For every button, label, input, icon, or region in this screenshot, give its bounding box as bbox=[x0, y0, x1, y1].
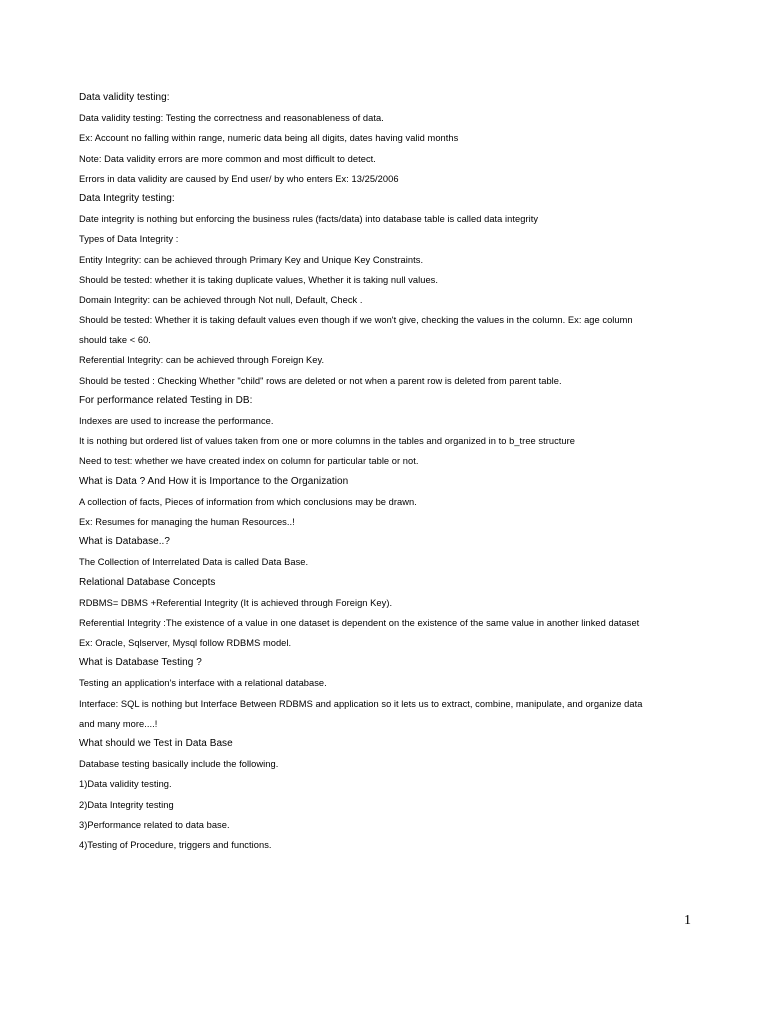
text-line: Date integrity is nothing but enforcing the business rules (facts/data) into database table is called data integrity bbox=[79, 214, 539, 225]
section-heading: For performance related Testing in DB: bbox=[79, 394, 253, 406]
text-line: Indexes are used to increase the performance. bbox=[79, 416, 274, 426]
text-line: RDBMS= DBMS +Referential Integrity (It is achieved through Foreign Key). bbox=[79, 597, 393, 608]
text-line: Data validity testing: Testing the correctness and reasonableness of data. bbox=[79, 113, 384, 124]
section-heading: What should we Test in Data Base bbox=[79, 738, 233, 749]
text-line: Types of Data Integrity : bbox=[79, 234, 179, 245]
text-line: 3)Performance related to data base. bbox=[79, 819, 230, 830]
text-line: Interface: SQL is nothing but Interface Between RDBMS and application so it lets us to extract, combine, manipulate, and organize data bbox=[79, 698, 643, 709]
text-line: Entity Integrity: can be achieved through Primary Key and Unique Key Constraints. bbox=[79, 254, 424, 265]
text-line: 4)Testing of Procedure, triggers and functions. bbox=[79, 839, 272, 850]
text-line: 2)Data Integrity testing bbox=[79, 799, 174, 810]
document-body bbox=[79, 88, 719, 855]
text-line: Should be tested: whether it is taking duplicate values, Whether it is taking null values. bbox=[79, 274, 439, 285]
text-line: A collection of facts, Pieces of information from which conclusions may be drawn. bbox=[79, 496, 417, 507]
section-heading: What is Data ? And How it is Importance to the Organization bbox=[79, 475, 349, 487]
text-line: Testing an application's interface with a relational database. bbox=[79, 678, 327, 689]
text-line: Should be tested : Checking Whether "child" rows are deleted or not when a parent row is deleted from parent table. bbox=[79, 375, 562, 386]
text-line: and many more....! bbox=[79, 718, 158, 729]
section-heading: Relational Database Concepts bbox=[79, 576, 216, 588]
text-line: The Collection of Interrelated Data is called Data Base. bbox=[79, 557, 309, 568]
text-line: 1)Data validity testing. bbox=[79, 779, 172, 790]
section-heading: Data validity testing: bbox=[79, 92, 170, 103]
section-heading: What is Database Testing ? bbox=[79, 657, 202, 669]
text-line: Ex: Resumes for managing the human Resources..! bbox=[79, 516, 295, 527]
text-line: should take < 60. bbox=[79, 335, 151, 346]
text-line: Note: Data validity errors are more common and most difficult to detect. bbox=[79, 153, 376, 164]
text-line: Database testing basically include the following. bbox=[79, 759, 279, 770]
text-line: Errors in data validity are caused by End user/ by who enters Ex: 13/25/2006 bbox=[79, 173, 399, 184]
text-line: Referential Integrity :The existence of a value in one dataset is dependent on the existence of the same value in another linked dataset bbox=[79, 617, 640, 628]
text-line: Referential Integrity: can be achieved through Foreign Key. bbox=[79, 355, 325, 366]
text-line: Domain Integrity: can be achieved through Not null, Default, Check . bbox=[79, 294, 363, 305]
section-heading: Data Integrity testing: bbox=[79, 192, 175, 204]
text-line: Need to test: whether we have created index on column for particular table or not. bbox=[79, 456, 419, 467]
text-line: Should be tested: Whether it is taking default values even though if we won't give, checking the values in the column. Ex: age column bbox=[79, 315, 633, 326]
page-number: 1 bbox=[684, 913, 691, 928]
text-line: Ex: Oracle, Sqlserver, Mysql follow RDBMS model. bbox=[79, 638, 292, 649]
text-line: Ex: Account no falling within range, numeric data being all digits, dates having valid months bbox=[79, 133, 459, 144]
text-line: It is nothing but ordered list of values taken from one or more columns in the tables and organized in to b_tree structure bbox=[79, 436, 576, 447]
section-heading: What is Database..? bbox=[79, 536, 170, 548]
